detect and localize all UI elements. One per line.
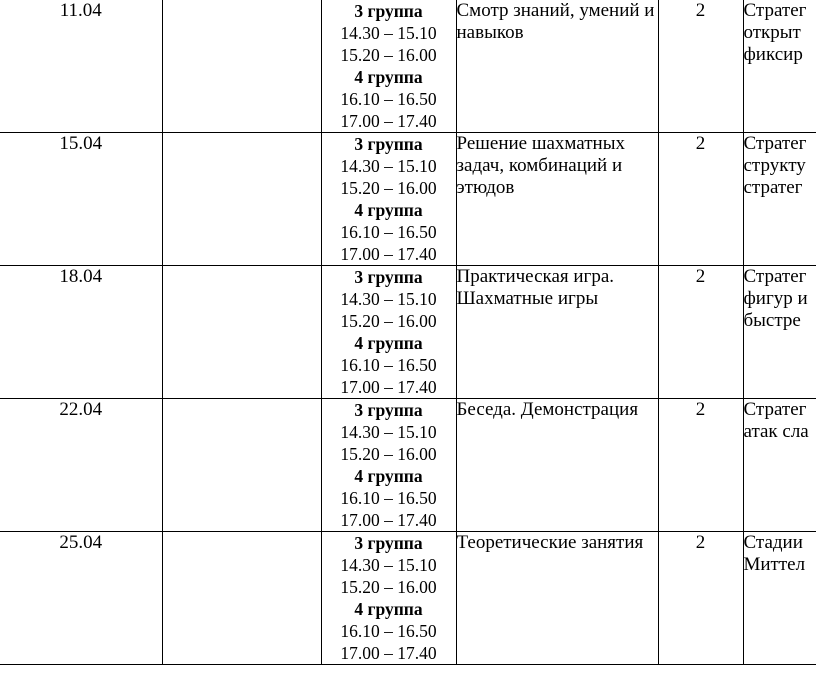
table-row <box>0 133 816 266</box>
time-slot: 17.00 – 17.40 <box>340 510 437 530</box>
topic-cell: Теоретические занятия <box>456 532 658 665</box>
time-cell <box>321 399 456 532</box>
time-slot: 16.10 – 16.50 <box>340 89 437 109</box>
description-cell <box>743 266 816 399</box>
time-cell <box>321 0 456 133</box>
time-cell <box>321 266 456 399</box>
time-slot: 16.10 – 16.50 <box>340 621 437 641</box>
description-line: Миттел <box>743 554 806 575</box>
group-label: 3 группа <box>354 267 423 287</box>
time-slot: 15.20 – 16.00 <box>340 577 437 597</box>
empty-cell <box>162 0 321 133</box>
topic-cell: Практическая игра. Шахматные игры <box>456 266 658 399</box>
hours-cell: 2 <box>658 532 743 665</box>
date-cell: 25.04 <box>0 532 162 665</box>
hours-cell: 2 <box>658 0 743 133</box>
hours-cell: 2 <box>658 266 743 399</box>
description-line: структу <box>743 155 806 176</box>
time-slot: 14.30 – 15.10 <box>340 156 437 176</box>
description-line: атак сла <box>743 421 809 442</box>
time-slot: 17.00 – 17.40 <box>340 643 437 663</box>
time-slot: 14.30 – 15.10 <box>340 23 437 43</box>
group-label: 4 группа <box>354 333 423 353</box>
table-row <box>0 0 816 133</box>
hours-cell: 2 <box>658 133 743 266</box>
group-label: 3 группа <box>354 400 423 420</box>
description-line: Стратег <box>743 0 807 21</box>
table-row <box>0 266 816 399</box>
group-label: 3 группа <box>354 533 423 553</box>
time-slot: 14.30 – 15.10 <box>340 289 437 309</box>
time-slot: 16.10 – 16.50 <box>340 355 437 375</box>
table-row <box>0 532 816 665</box>
group-label: 4 группа <box>354 200 423 220</box>
group-label: 3 группа <box>354 134 423 154</box>
date-cell: 18.04 <box>0 266 162 399</box>
time-slot: 17.00 – 17.40 <box>340 111 437 131</box>
time-slot: 17.00 – 17.40 <box>340 377 437 397</box>
time-slot: 16.10 – 16.50 <box>340 488 437 508</box>
time-slot: 14.30 – 15.10 <box>340 555 437 575</box>
time-slot: 16.10 – 16.50 <box>340 222 437 242</box>
description-line: Стратег <box>743 266 807 287</box>
table-row <box>0 399 816 532</box>
date-cell: 22.04 <box>0 399 162 532</box>
date-cell: 11.04 <box>0 0 162 133</box>
date-cell: 15.04 <box>0 133 162 266</box>
empty-cell <box>162 266 321 399</box>
time-slot: 15.20 – 16.00 <box>340 444 437 464</box>
time-cell <box>321 133 456 266</box>
description-line: быстре <box>743 310 801 331</box>
topic-cell: Смотр знаний, умений и навыков <box>456 0 658 133</box>
description-line: открыт <box>743 22 801 43</box>
empty-cell <box>162 532 321 665</box>
description-line: Стадии <box>743 532 803 553</box>
group-label: 4 группа <box>354 67 423 87</box>
topic-cell: Беседа. Демонстрация <box>456 399 658 532</box>
empty-cell <box>162 399 321 532</box>
description-line: Стратег <box>743 133 807 154</box>
group-label: 4 группа <box>354 466 423 486</box>
description-cell <box>743 532 816 665</box>
description-cell <box>743 133 816 266</box>
time-slot: 15.20 – 16.00 <box>340 178 437 198</box>
time-slot: 15.20 – 16.00 <box>340 311 437 331</box>
time-slot: 14.30 – 15.10 <box>340 422 437 442</box>
description-line: фиксир <box>743 44 803 65</box>
description-line: стратег <box>743 177 803 198</box>
description-line: фигур и <box>743 288 808 309</box>
description-line: Стратег <box>743 399 807 420</box>
group-label: 4 группа <box>354 599 423 619</box>
description-cell <box>743 0 816 133</box>
group-label: 3 группа <box>354 1 423 21</box>
time-slot: 17.00 – 17.40 <box>340 244 437 264</box>
time-cell <box>321 532 456 665</box>
empty-cell <box>162 133 321 266</box>
time-slot: 15.20 – 16.00 <box>340 45 437 65</box>
topic-cell: Решение шахматных задач, комбинаций и этюдов <box>456 133 658 266</box>
description-cell <box>743 399 816 532</box>
hours-cell: 2 <box>658 399 743 532</box>
